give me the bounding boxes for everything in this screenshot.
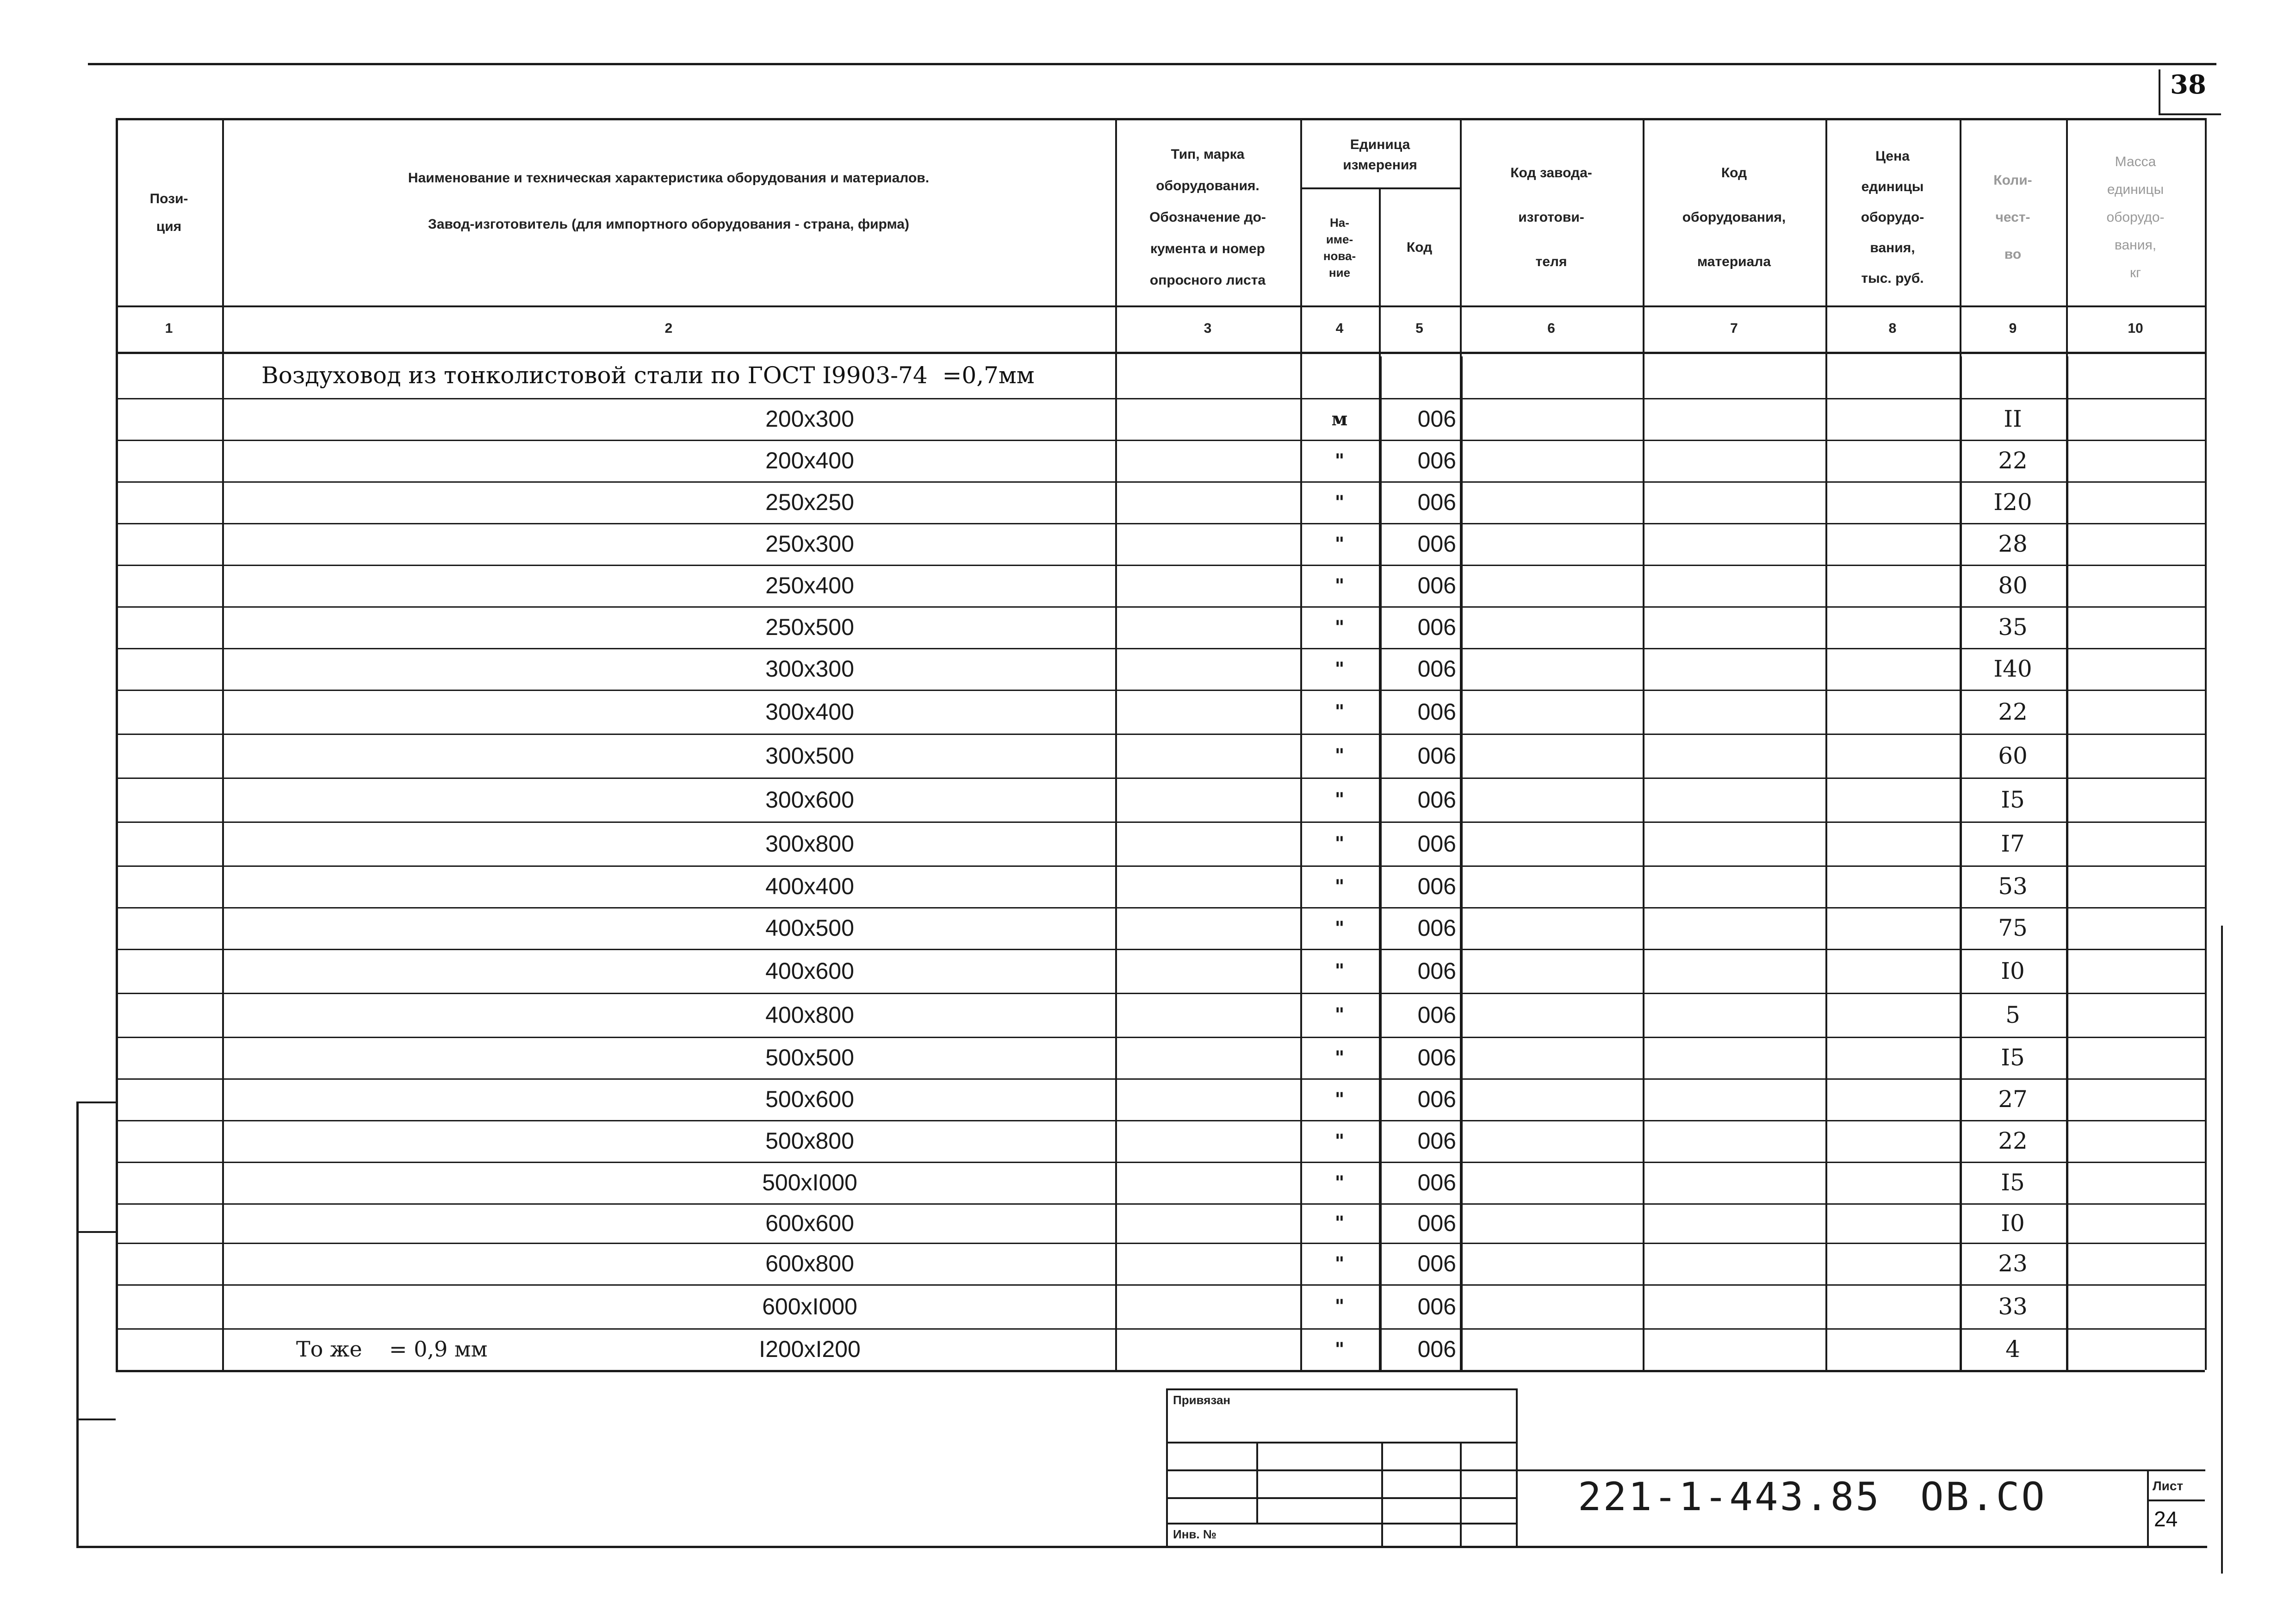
row-size: 600x800 [765, 1251, 854, 1276]
header-unit-code: Код [1406, 240, 1433, 255]
table-bottom-border [116, 1370, 2205, 1372]
row-separator-17 [116, 1078, 2205, 1080]
header-unit-group: Единица измерения [1343, 137, 1417, 173]
row-quantity: 27 [1998, 1086, 2028, 1113]
row-unit: " [1334, 1004, 1345, 1026]
stamp-row-4 [1166, 1523, 1518, 1524]
column-number-3: 3 [1204, 321, 1212, 336]
header-name-line2: Завод-изготовитель (для импортного оборудования - страна, фирма) [428, 217, 909, 232]
row-separator-11 [116, 821, 2205, 823]
row-code: 006 [1417, 786, 1456, 813]
row-unit: " [1334, 1046, 1345, 1069]
designation-top-line [1516, 1469, 2205, 1471]
row-quantity: 22 [1998, 447, 2028, 474]
row-quantity: 60 [1998, 742, 2028, 769]
binding-strip-1 [76, 1101, 116, 1103]
column-number-2: 2 [664, 321, 673, 336]
row-quantity: II [2004, 405, 2022, 432]
sheet-number: 24 [2154, 1507, 2178, 1531]
row-separator-15 [116, 993, 2205, 994]
document-suffix: ОВ.СО [1920, 1474, 2047, 1519]
row-size: 400x400 [765, 873, 854, 899]
row-code: 006 [1417, 1336, 1456, 1362]
header-position: Пози- ция [149, 191, 188, 234]
unit-group-divider [1300, 187, 1460, 189]
row-size: 300x300 [765, 656, 854, 682]
row-unit: " [1334, 449, 1345, 472]
row-code: 006 [1417, 1128, 1456, 1154]
row-code: 006 [1417, 698, 1456, 725]
row-quantity: I0 [2001, 1209, 2025, 1237]
row-code: 006 [1417, 448, 1456, 473]
column-numbers-bottom-border [116, 352, 2205, 354]
row-unit: " [1334, 491, 1345, 513]
row-size: 250x300 [765, 531, 854, 557]
row-quantity: 22 [1998, 1127, 2028, 1154]
row-quantity: 75 [1998, 915, 2028, 941]
row-separator-1 [116, 398, 2205, 399]
row-quantity: 35 [1998, 614, 2028, 641]
quantity-column-right-thick [2066, 356, 2068, 1370]
row-quantity: I20 [1993, 489, 2032, 516]
row-unit: " [1334, 1212, 1345, 1234]
row-code: 006 [1417, 958, 1456, 984]
header-price: Цена единицы оборудо- вания, тыс. руб. [1861, 149, 1924, 286]
row-size: 250x500 [765, 614, 854, 640]
row-code: 006 [1417, 1086, 1456, 1112]
row-unit: " [1334, 1295, 1345, 1317]
row-separator-3 [116, 481, 2205, 483]
row-separator-14 [116, 949, 2205, 950]
row-quantity: 22 [1998, 698, 2028, 725]
row-code: 006 [1417, 406, 1456, 432]
column-number-8: 8 [1888, 321, 1897, 336]
header-unit-name: На- име- нова- ние [1323, 216, 1356, 280]
row-size: 600x600 [765, 1210, 854, 1236]
row-quantity: I7 [2001, 830, 2025, 857]
row-quantity: 23 [1998, 1250, 2028, 1277]
column-number-9: 9 [2009, 321, 2017, 336]
row-quantity: I5 [2001, 786, 2025, 813]
column-number-1: 1 [165, 321, 173, 336]
row-code: 006 [1417, 614, 1456, 640]
row-unit: " [1334, 1252, 1345, 1275]
binding-strip-2 [76, 1231, 116, 1233]
binding-strip-left [76, 1101, 79, 1548]
row-size: 300x600 [765, 786, 854, 813]
row-code: 006 [1417, 1210, 1456, 1236]
row-size: 500x500 [765, 1045, 854, 1070]
sheet-number-box-bottom [2159, 113, 2221, 115]
row-unit: м [1331, 408, 1348, 430]
row-code: 006 [1417, 531, 1456, 557]
code-column-right-thick [1460, 356, 1463, 1370]
header-equipment-code: Код оборудования, материала [1682, 165, 1786, 269]
row-unit: " [1334, 960, 1345, 982]
row-unit: " [1334, 533, 1345, 555]
row-size: 400x500 [765, 915, 854, 941]
sheet-box-divider [2147, 1500, 2205, 1501]
row-separator-10 [116, 778, 2205, 779]
inventory-label: Инв. № [1173, 1527, 1216, 1541]
table-right-border [2205, 118, 2207, 1370]
row-code: 006 [1417, 742, 1456, 769]
row-size: 200x300 [765, 406, 854, 432]
stamp-row-2 [1166, 1469, 1518, 1471]
row-size: 500x600 [765, 1086, 854, 1112]
row-separator-18 [116, 1120, 2205, 1121]
row-quantity: 28 [1998, 530, 2028, 557]
row-code: 006 [1417, 489, 1456, 515]
row-unit: " [1334, 917, 1345, 939]
column-number-7: 7 [1730, 321, 1738, 336]
stamp-left-border [1166, 1388, 1168, 1546]
table-top-border [116, 118, 2205, 120]
row-unit: " [1334, 875, 1345, 897]
row-quantity: I5 [2001, 1044, 2025, 1071]
stamp-col-1 [1256, 1442, 1258, 1523]
row-size: 500x800 [765, 1128, 854, 1154]
row-unit: " [1334, 1088, 1345, 1110]
row-unit: " [1334, 616, 1345, 638]
row-code: 006 [1417, 656, 1456, 682]
header-quantity: Коли- чест- во [1993, 173, 2032, 262]
row-size: 200x400 [765, 448, 854, 473]
row-unit: " [1334, 833, 1345, 854]
row-quantity: 53 [1998, 873, 2028, 900]
row-separator-21 [116, 1243, 2205, 1244]
row-size: 300x500 [765, 742, 854, 769]
right-trim-line [2221, 926, 2223, 1574]
stamp-top-border [1166, 1388, 1518, 1390]
column-number-4: 4 [1335, 321, 1344, 336]
row-separator-12 [116, 865, 2205, 867]
header-type: Тип, марка оборудования. Обозначение до- кумента и номер опросного листа [1149, 147, 1266, 288]
row-code: 006 [1417, 572, 1456, 598]
page-bottom-rule [79, 1546, 2207, 1548]
sheet-box-left [2147, 1469, 2149, 1546]
header-name-line1: Наименование и техническая характеристика оборудования и материалов. [408, 170, 930, 186]
header-equipment-mass: Масса единицы оборудо- вания, кг [2106, 154, 2165, 280]
stamp-col-2 [1381, 1442, 1383, 1546]
row-unit: " [1334, 1130, 1345, 1152]
row-unit: " [1334, 658, 1345, 680]
column-number-10: 10 [2128, 321, 2143, 336]
row-separator-9 [116, 734, 2205, 735]
sheet-label: Лист [2153, 1479, 2184, 1493]
top-sheet-number: 38 [2170, 69, 2206, 100]
row-size: 300x400 [765, 698, 854, 725]
row-size: 500xI000 [762, 1170, 857, 1195]
row-code: 006 [1417, 873, 1456, 899]
row-separator-7 [116, 648, 2205, 649]
row-quantity: I40 [1993, 655, 2032, 682]
sheet-number-box-left [2159, 69, 2160, 113]
binding-strip-3 [76, 1419, 116, 1420]
attached-label: Привязан [1173, 1393, 1231, 1407]
header-factory-code: Код завода- изготови- теля [1510, 165, 1592, 269]
row-code: 006 [1417, 1293, 1456, 1319]
row-code: 006 [1417, 1002, 1456, 1028]
row-separator-22 [116, 1284, 2205, 1286]
row-quantity: 33 [1998, 1293, 2028, 1320]
row-size: 600xI000 [762, 1293, 857, 1319]
section-title: Воздуховод из тонколистовой стали по ГОСТ I9903-74 =0,7мм [261, 362, 1035, 389]
document-designation: 221-1-443.85 [1578, 1474, 1881, 1519]
row-separator-4 [116, 523, 2205, 524]
row-separator-6 [116, 606, 2205, 608]
row-separator-20 [116, 1203, 2205, 1205]
column-number-6: 6 [1547, 321, 1555, 336]
row-code: 006 [1417, 915, 1456, 941]
row-size: 400x800 [765, 1002, 854, 1028]
stamp-row-1 [1166, 1442, 1518, 1444]
stamp-col-3 [1460, 1442, 1462, 1546]
row-unit: " [1334, 1338, 1345, 1360]
row-separator-5 [116, 565, 2205, 566]
stamp-right-border [1516, 1388, 1518, 1546]
row-unit: " [1334, 789, 1345, 810]
row-size: 250x400 [765, 572, 854, 598]
row-quantity: 4 [2005, 1336, 2020, 1363]
row-separator-19 [116, 1162, 2205, 1163]
row-size: 400x600 [765, 958, 854, 984]
row-code: 006 [1417, 830, 1456, 857]
row-size: I200xI200 [759, 1336, 861, 1362]
row-quantity: I0 [2001, 957, 2025, 984]
stamp-row-3 [1166, 1497, 1518, 1499]
row-size: 300x800 [765, 830, 854, 857]
row-quantity: 80 [1998, 572, 2028, 599]
row-unit: " [1334, 574, 1345, 597]
row-separator-16 [116, 1037, 2205, 1038]
row-quantity: 5 [2005, 1001, 2020, 1028]
row-unit: " [1334, 745, 1345, 766]
row-unit: " [1334, 1171, 1345, 1194]
row-size: 250x250 [765, 489, 854, 515]
row-code: 006 [1417, 1170, 1456, 1195]
row-code: 006 [1417, 1251, 1456, 1276]
row-separator-8 [116, 690, 2205, 691]
row-quantity: I5 [2001, 1169, 2025, 1196]
row-code: 006 [1417, 1045, 1456, 1070]
top-rule [88, 63, 2216, 65]
column-number-5: 5 [1415, 321, 1423, 336]
row-separator-13 [116, 907, 2205, 908]
row-unit: " [1334, 701, 1345, 722]
row-separator-2 [116, 440, 2205, 441]
row-prefix: То же = 0,9 мм [296, 1337, 488, 1362]
